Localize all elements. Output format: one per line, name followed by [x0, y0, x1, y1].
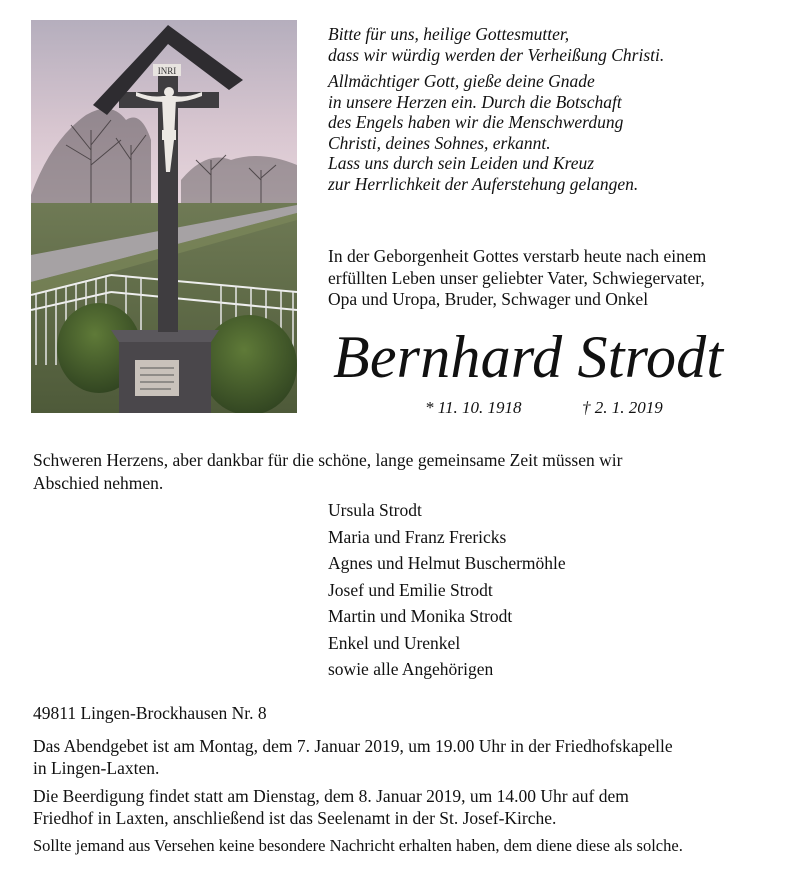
- family-address: 49811 Lingen-Brockhausen Nr. 8: [33, 703, 267, 723]
- wayside-cross-image: [31, 20, 297, 413]
- mourner-entry: Martin und Monika Strodt: [328, 606, 513, 626]
- evening-prayer-line: in Lingen-Laxten.: [33, 758, 160, 778]
- prayer-line: Christi, deines Sohnes, erkannt.: [328, 132, 551, 153]
- evening-prayer-line: Das Abendgebet ist am Montag, dem 7. Januar 2019, um 19.00 Uhr in der Friedhofskapelle: [33, 736, 673, 756]
- mourner-entry: Josef und Emilie Strodt: [328, 579, 493, 600]
- intro-line: erfüllten Leben unser geliebter Vater, Schwiegervater,: [328, 267, 705, 288]
- mourner-entry: Ursula Strodt: [328, 500, 422, 520]
- deceased-name: Bernhard Strodt: [333, 324, 724, 390]
- prayer-line: Allmächtiger Gott, gieße deine Gnade: [328, 71, 595, 91]
- funeral-info: [33, 785, 778, 829]
- prayer-stanza-1: [328, 24, 788, 65]
- notification-notice: Sollte jemand aus Versehen keine besondere Nachricht erhalten haben, dem diene diese als solche.: [33, 836, 683, 855]
- inri-plate-text: INRI: [157, 66, 177, 76]
- prayer-line: Bitte für uns, heilige Gottesmutter,: [328, 24, 570, 44]
- prayer-line: Lass uns durch sein Leiden und Kreuz: [328, 153, 595, 173]
- prayer-line: in unsere Herzen ein. Durch die Botschaft: [328, 91, 622, 112]
- mourner-entry: sowie alle Angehörigen: [328, 659, 494, 679]
- farewell-line: Abschied nehmen.: [33, 473, 164, 493]
- evening-prayer-info: [33, 735, 778, 779]
- mourner-entry: Maria und Franz Frericks: [328, 526, 507, 547]
- birth-date: * 11. 10. 1918: [425, 398, 522, 417]
- prayer-text: [328, 24, 788, 194]
- funeral-line: Friedhof in Laxten, anschließend ist das Seelenamt in der St. Josef-Kirche.: [33, 808, 557, 828]
- farewell-line: Schweren Herzens, aber dankbar für die schöne, lange gemeinsame Zeit müssen wir: [33, 450, 623, 470]
- mourners-list: [328, 497, 768, 683]
- death-announcement-intro: [328, 246, 788, 311]
- farewell-text: [33, 449, 773, 495]
- prayer-line: des Engels haben wir die Menschwerdung: [328, 112, 624, 132]
- wayside-cross-photo: [31, 20, 297, 413]
- intro-line: In der Geborgenheit Gottes verstarb heute nach einem: [328, 246, 707, 266]
- death-date: † 2. 1. 2019: [582, 398, 663, 417]
- prayer-stanza-2: [328, 71, 788, 194]
- prayer-line: zur Herrlichkeit der Auferstehung gelangen.: [328, 173, 639, 194]
- intro-line: Opa und Uropa, Bruder, Schwager und Onkel: [328, 289, 649, 309]
- mourner-entry: Enkel und Urenkel: [328, 632, 461, 653]
- mourner-entry: Agnes und Helmut Buschermöhle: [328, 553, 566, 573]
- funeral-line: Die Beerdigung findet statt am Dienstag, dem 8. Januar 2019, um 14.00 Uhr auf dem: [33, 786, 629, 806]
- prayer-line: dass wir würdig werden der Verheißung Christi.: [328, 44, 665, 65]
